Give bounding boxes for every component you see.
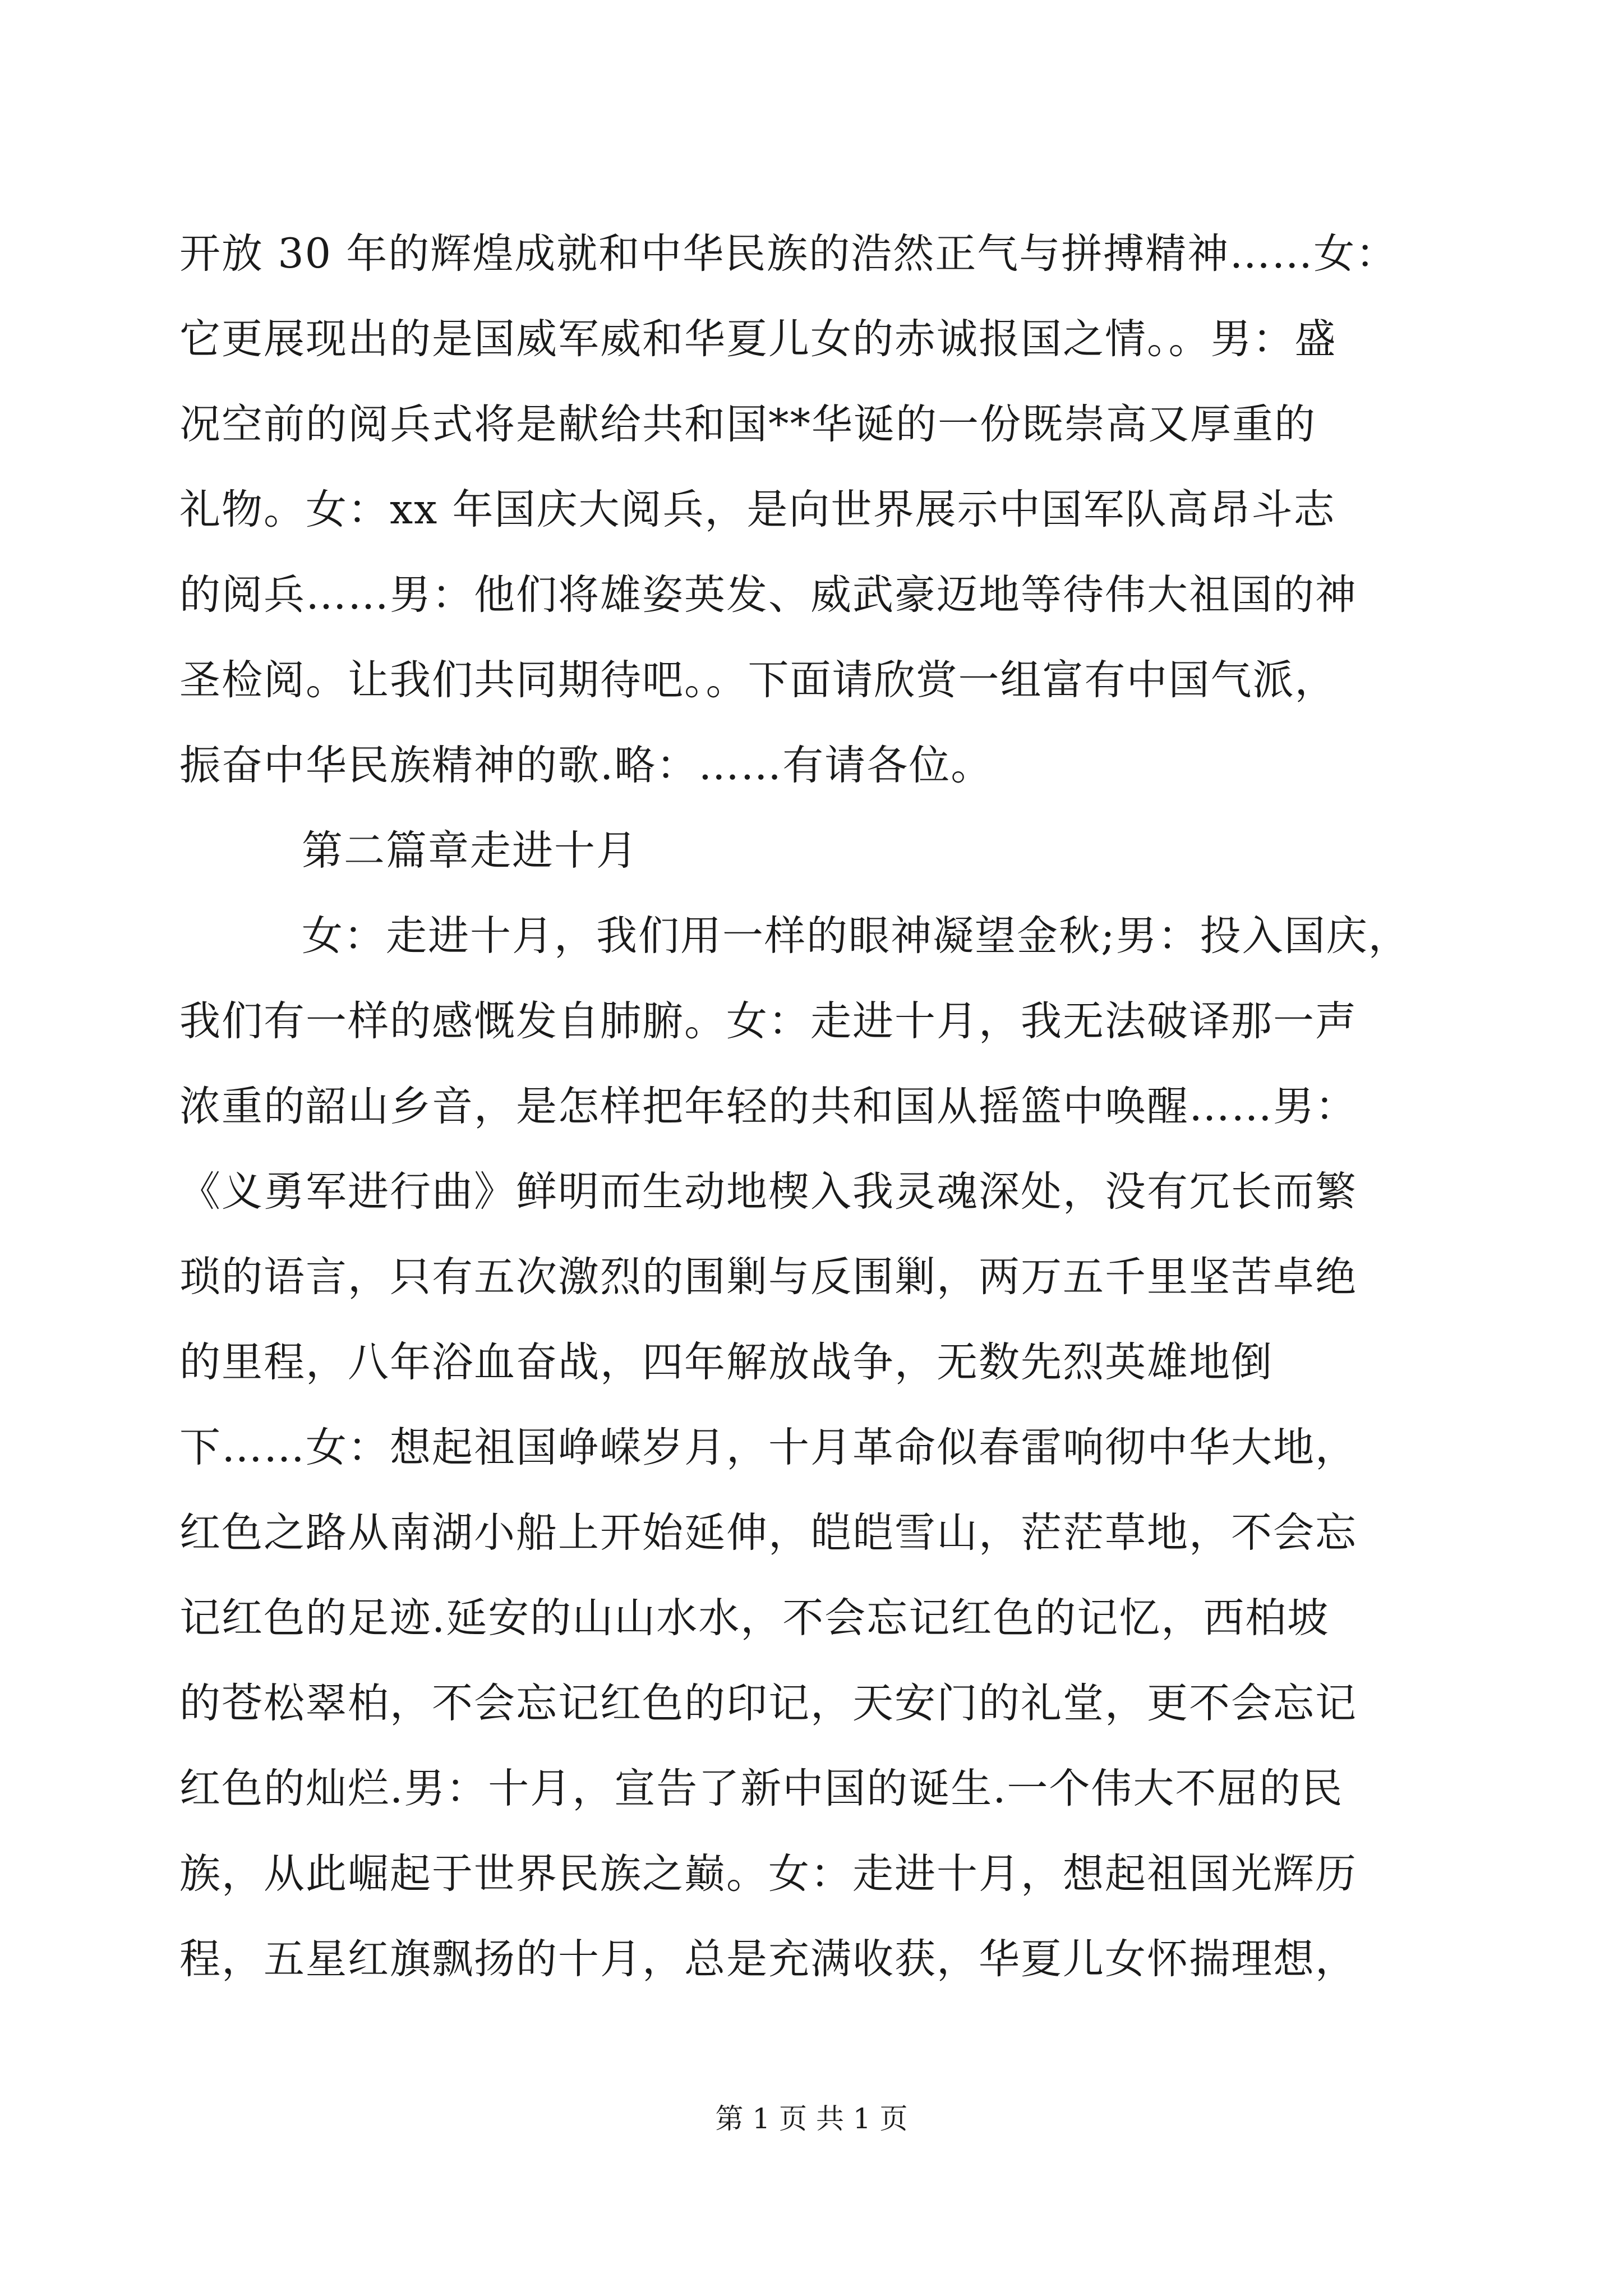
text-line: 记红色的足迹.延安的山山水水，不会忘记红色的记忆，西柏坡 [179,1594,1330,1642]
text-line: 礼物。女：xx 年国庆大阅兵，是向世界展示中国军队高昂斗志 [179,486,1336,533]
text-line: 红色的灿烂.男：十月，宣告了新中国的诞生.一个伟大不屈的民 [179,1765,1344,1812]
text-line: 况空前的阅兵式将是献给共和国**华诞的一份既崇高又厚重的 [179,401,1316,448]
text-line: 圣检阅。让我们共同期待吧。。下面请欣赏一组富有中国气派， [179,656,1337,704]
text-line: 我们有一样的感慨发自肺腑。女：走进十月，我无法破译那一声 [179,997,1357,1045]
text-line: 的阅兵……男：他们将雄姿英发、威武豪迈地等待伟大祖国的神 [179,571,1357,619]
text-line: 《义勇军进行曲》鲜明而生动地楔入我灵魂深处，没有冗长而繁 [179,1168,1357,1216]
text-line: 浓重的韶山乡音，是怎样把年轻的共和国从摇篮中唤醒……男： [179,1083,1357,1130]
page-footer: 第 1 页 共 1 页 [715,2102,908,2135]
text-line: 琐的语言，只有五次激烈的围剿与反围剿，两万五千里坚苦卓绝 [179,1253,1357,1301]
section-heading: 第二篇章走进十月 [302,827,638,875]
text-line: 下……女：想起祖国峥嵘岁月，十月革命似春雷响彻中华大地， [179,1424,1357,1471]
text-line: 它更展现出的是国威军威和华夏儿女的赤诚报国之情。。男：盛 [179,315,1337,363]
text-line: 振奋中华民族精神的歌.略：……有请各位。 [179,742,993,789]
text-line: 开放 30 年的辉煌成就和中华民族的浩然正气与拼搏精神……女： [179,230,1398,278]
text-line: 程，五星红旗飘扬的十月，总是充满收获，华夏儿女怀揣理想， [179,1935,1357,1983]
text-line: 女：走进十月，我们用一样的眼神凝望金秋;男：投入国庆， [302,912,1410,960]
text-line: 族，从此崛起于世界民族之巅。女：走进十月，想起祖国光辉历 [179,1850,1357,1898]
text-line: 的苍松翠柏，不会忘记红色的印记，天安门的礼堂，更不会忘记 [179,1680,1357,1727]
text-line: 的里程，八年浴血奋战，四年解放战争，无数先烈英雄地倒 [179,1338,1273,1386]
text-line: 红色之路从南湖小船上开始延伸，皑皑雪山，茫茫草地，不会忘 [179,1509,1357,1557]
